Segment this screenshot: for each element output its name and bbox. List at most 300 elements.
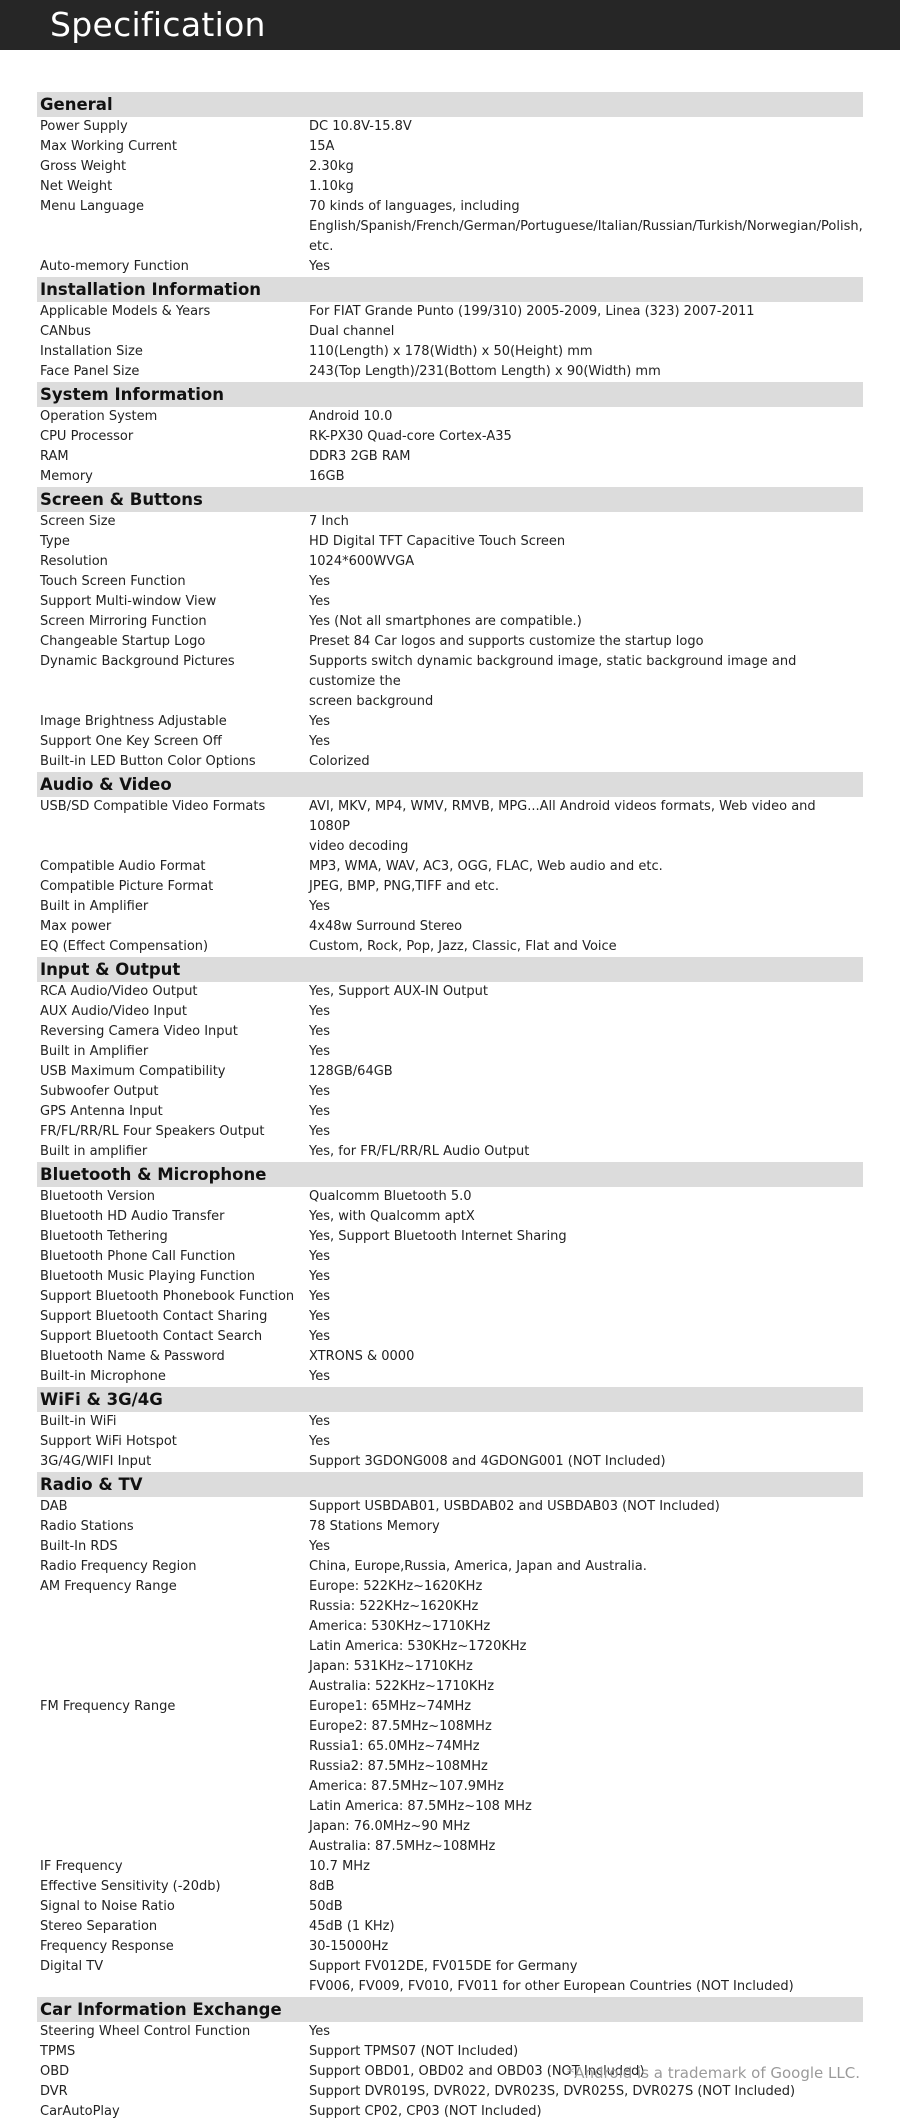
spec-value-line: 30-15000Hz	[309, 1939, 389, 1954]
spec-value-line: America: 530KHz~1710KHz	[309, 1619, 491, 1634]
spec-row	[37, 732, 863, 752]
spec-label: Gross Weight	[40, 159, 127, 174]
spec-value	[309, 1287, 863, 1307]
spec-row	[37, 857, 863, 877]
spec-value	[309, 2022, 863, 2042]
spec-value	[309, 1697, 863, 1857]
spec-value-line: FV006, FV009, FV010, FV011 for other European Countries (NOT Included)	[309, 1979, 794, 1994]
spec-row	[37, 1577, 863, 1697]
spec-value	[309, 572, 863, 592]
spec-label: TPMS	[40, 2044, 76, 2059]
spec-value-line: 128GB/64GB	[309, 1064, 393, 1079]
spec-value-line: Russia1: 65.0MHz~74MHz	[309, 1739, 480, 1754]
spec-value	[309, 137, 863, 157]
spec-value-line: 243(Top Length)/231(Bottom Length) x 90(Width) mm	[309, 364, 661, 379]
spec-section	[37, 382, 863, 487]
spec-row	[37, 1412, 863, 1432]
spec-value-line: 50dB	[309, 1899, 343, 1914]
spec-value-line: China, Europe,Russia, America, Japan and Australia.	[309, 1559, 647, 1574]
spec-label: Signal to Noise Ratio	[40, 1899, 175, 1914]
spec-value	[309, 917, 863, 937]
spec-row	[37, 177, 863, 197]
spec-value	[309, 1347, 863, 1367]
spec-value-line: RK-PX30 Quad-core Cortex-A35	[309, 429, 512, 444]
spec-value	[309, 1002, 863, 1022]
section-title: Bluetooth & Microphone	[37, 1162, 863, 1187]
spec-value-line: Yes, Support AUX-IN Output	[309, 984, 488, 999]
spec-row	[37, 1347, 863, 1367]
spec-label: 3G/4G/WIFI Input	[40, 1454, 152, 1469]
spec-label: Installation Size	[40, 344, 143, 359]
spec-label: FR/FL/RR/RL Four Speakers Output	[40, 1124, 265, 1139]
spec-value-line: Colorized	[309, 754, 370, 769]
spec-row	[37, 752, 863, 772]
spec-value	[309, 937, 863, 957]
spec-value-line: 10.7 MHz	[309, 1859, 370, 1874]
spec-label: RCA Audio/Video Output	[40, 984, 198, 999]
spec-row	[37, 137, 863, 157]
spec-value	[309, 1227, 863, 1247]
spec-value	[309, 1022, 863, 1042]
spec-value-line: Support CP02, CP03 (NOT Included)	[309, 2104, 542, 2119]
spec-label: Support Bluetooth Contact Search	[40, 1329, 263, 1344]
spec-row	[37, 197, 863, 257]
page-title: Specification	[50, 5, 266, 44]
spec-value-line: Yes (Not all smartphones are compatible.)	[309, 614, 582, 629]
spec-value	[309, 302, 863, 322]
spec-row	[37, 467, 863, 487]
spec-value	[309, 632, 863, 652]
spec-row	[37, 652, 863, 712]
section-title: Audio & Video	[37, 772, 863, 797]
spec-value-line: Russia: 522KHz~1620KHz	[309, 1599, 479, 1614]
spec-label: DVR	[40, 2084, 68, 2099]
section-title: WiFi & 3G/4G	[37, 1387, 863, 1412]
spec-row	[37, 1937, 863, 1957]
spec-value-line: DC 10.8V-15.8V	[309, 119, 412, 134]
spec-section	[37, 92, 863, 277]
spec-row	[37, 1022, 863, 1042]
spec-row	[37, 322, 863, 342]
spec-label: Built in Amplifier	[40, 1044, 149, 1059]
spec-value	[309, 1412, 863, 1432]
spec-value-line: Russia2: 87.5MHz~108MHz	[309, 1759, 488, 1774]
spec-value-line: Yes	[309, 1539, 330, 1554]
spec-label: FM Frequency Range	[40, 1699, 176, 1714]
spec-label: Built in amplifier	[40, 1144, 148, 1159]
spec-label: Support Multi-window View	[40, 594, 217, 609]
spec-table	[37, 92, 863, 2122]
spec-row	[37, 937, 863, 957]
spec-row	[37, 1432, 863, 1452]
spec-value-line: Yes	[309, 574, 330, 589]
spec-value	[309, 732, 863, 752]
section-title: General	[37, 92, 863, 117]
spec-row	[37, 572, 863, 592]
spec-label: OBD	[40, 2064, 70, 2079]
spec-value-line: Yes	[309, 899, 330, 914]
spec-row	[37, 797, 863, 857]
spec-label: Image Brightness Adjustable	[40, 714, 227, 729]
spec-value	[309, 1082, 863, 1102]
spec-row	[37, 612, 863, 632]
page-header	[0, 0, 900, 50]
spec-row	[37, 2102, 863, 2122]
spec-value-line: JPEG, BMP, PNG,TIFF and etc.	[309, 879, 500, 894]
spec-value-line: Japan: 531KHz~1710KHz	[309, 1659, 473, 1674]
spec-value	[309, 1452, 863, 1472]
spec-value	[309, 1557, 863, 1577]
spec-label: Stereo Separation	[40, 1919, 158, 1934]
spec-section	[37, 487, 863, 772]
spec-row	[37, 447, 863, 467]
spec-value-line: AVI, MKV, MP4, WMV, RMVB, MPG...All Android videos formats, Web video and 1080P	[309, 799, 816, 834]
spec-row	[37, 592, 863, 612]
spec-value-line: 16GB	[309, 469, 345, 484]
spec-row	[37, 407, 863, 427]
spec-value-line: 2.30kg	[309, 159, 354, 174]
spec-row	[37, 2042, 863, 2062]
spec-row	[37, 1957, 863, 1997]
spec-label: Applicable Models & Years	[40, 304, 211, 319]
spec-value-line: 70 kinds of languages, including	[309, 199, 520, 214]
spec-row	[37, 1207, 863, 1227]
spec-label: Compatible Picture Format	[40, 879, 214, 894]
spec-value	[309, 157, 863, 177]
spec-row	[37, 512, 863, 532]
spec-label: Memory	[40, 469, 93, 484]
spec-section	[37, 277, 863, 382]
spec-row	[37, 1877, 863, 1897]
spec-label: Support One Key Screen Off	[40, 734, 222, 749]
spec-value-line: 110(Length) x 178(Width) x 50(Height) mm	[309, 344, 593, 359]
spec-value-line: Yes	[309, 734, 330, 749]
spec-value	[309, 2042, 863, 2062]
spec-label: Digital TV	[40, 1959, 104, 1974]
spec-value	[309, 1207, 863, 1227]
spec-value-line: Yes	[309, 1124, 330, 1139]
spec-section	[37, 1162, 863, 1387]
spec-value	[309, 552, 863, 572]
spec-value-line: Support USBDAB01, USBDAB02 and USBDAB03 (NOT Included)	[309, 1499, 720, 1514]
spec-value	[309, 1122, 863, 1142]
spec-row	[37, 1062, 863, 1082]
spec-value-line: Qualcomm Bluetooth 5.0	[309, 1189, 472, 1204]
spec-row	[37, 877, 863, 897]
spec-value	[309, 1267, 863, 1287]
spec-value-line: Support 3GDONG008 and 4GDONG001 (NOT Included)	[309, 1454, 666, 1469]
spec-value	[309, 1517, 863, 1537]
spec-label: Max Working Current	[40, 139, 177, 154]
spec-label: Bluetooth Tethering	[40, 1229, 168, 1244]
spec-label: Radio Stations	[40, 1519, 134, 1534]
spec-value-line: Yes	[309, 714, 330, 729]
spec-value-line: Yes, for FR/FL/RR/RL Audio Output	[309, 1144, 530, 1159]
spec-value-line: America: 87.5MHz~107.9MHz	[309, 1779, 504, 1794]
spec-row	[37, 1497, 863, 1517]
spec-label: Bluetooth HD Audio Transfer	[40, 1209, 225, 1224]
spec-row	[37, 712, 863, 732]
spec-value-line: Support OBD01, OBD02 and OBD03 (NOT Included)	[309, 2064, 645, 2079]
spec-value	[309, 857, 863, 877]
spec-value	[309, 467, 863, 487]
spec-label: Screen Size	[40, 514, 116, 529]
spec-row	[37, 1227, 863, 1247]
spec-row	[37, 362, 863, 382]
spec-row	[37, 1187, 863, 1207]
spec-value	[309, 512, 863, 532]
spec-label: DAB	[40, 1499, 68, 1514]
spec-value	[309, 427, 863, 447]
spec-value-line: English/Spanish/French/German/Portuguese/Italian/Russian/Turkish/Norwegian/Polish, etc.	[309, 219, 863, 254]
spec-value	[309, 1307, 863, 1327]
spec-row	[37, 1082, 863, 1102]
spec-value-line: DDR3 2GB RAM	[309, 449, 411, 464]
spec-label: Support WiFi Hotspot	[40, 1434, 177, 1449]
spec-value-line: Yes	[309, 594, 330, 609]
spec-value-line: 1024*600WVGA	[309, 554, 415, 569]
spec-value-line: 7 Inch	[309, 514, 349, 529]
spec-row	[37, 1287, 863, 1307]
spec-value-line: Yes	[309, 1084, 330, 1099]
spec-value-line: 78 Stations Memory	[309, 1519, 440, 1534]
spec-row	[37, 982, 863, 1002]
spec-value-line: Australia: 522KHz~1710KHz	[309, 1679, 495, 1694]
spec-value	[309, 897, 863, 917]
spec-row	[37, 1537, 863, 1557]
spec-label: CANbus	[40, 324, 91, 339]
spec-value	[309, 982, 863, 1002]
spec-section	[37, 1472, 863, 1997]
spec-row	[37, 1697, 863, 1857]
spec-value-line: Support FV012DE, FV015DE for Germany	[309, 1959, 578, 1974]
spec-value-line: Yes	[309, 1329, 330, 1344]
spec-row	[37, 1122, 863, 1142]
spec-label: RAM	[40, 449, 69, 464]
section-title: Radio & TV	[37, 1472, 863, 1497]
spec-value-line: 4x48w Surround Stereo	[309, 919, 463, 934]
spec-value	[309, 1187, 863, 1207]
spec-value-line: Europe2: 87.5MHz~108MHz	[309, 1719, 492, 1734]
spec-value	[309, 2102, 863, 2122]
spec-section	[37, 772, 863, 957]
spec-row	[37, 257, 863, 277]
spec-label: GPS Antenna Input	[40, 1104, 163, 1119]
spec-row	[37, 917, 863, 937]
spec-label: Screen Mirroring Function	[40, 614, 207, 629]
spec-value	[309, 1247, 863, 1267]
spec-label: Resolution	[40, 554, 108, 569]
spec-label: IF Frequency	[40, 1859, 123, 1874]
spec-value-line: Yes	[309, 1434, 330, 1449]
spec-row	[37, 427, 863, 447]
spec-value	[309, 1102, 863, 1122]
spec-value	[309, 652, 863, 712]
spec-row	[37, 1897, 863, 1917]
section-title: Input & Output	[37, 957, 863, 982]
spec-value-line: Yes	[309, 2024, 330, 2039]
spec-row	[37, 897, 863, 917]
spec-row	[37, 1452, 863, 1472]
spec-label: Changeable Startup Logo	[40, 634, 206, 649]
spec-value	[309, 1857, 863, 1877]
spec-value-line: Yes	[309, 1249, 330, 1264]
spec-row	[37, 532, 863, 552]
spec-value	[309, 877, 863, 897]
spec-label: Menu Language	[40, 199, 144, 214]
spec-value-line: Yes	[309, 1104, 330, 1119]
spec-value-line: 8dB	[309, 1879, 335, 1894]
spec-label: Face Panel Size	[40, 364, 140, 379]
spec-row	[37, 552, 863, 572]
spec-row	[37, 1517, 863, 1537]
spec-value	[309, 177, 863, 197]
spec-value	[309, 612, 863, 632]
spec-value	[309, 197, 867, 257]
spec-label: Type	[40, 534, 70, 549]
spec-label: Bluetooth Version	[40, 1189, 156, 1204]
spec-value-line: screen background	[309, 694, 434, 709]
spec-value-line: HD Digital TFT Capacitive Touch Screen	[309, 534, 566, 549]
spec-row	[37, 342, 863, 362]
spec-value-line: Australia: 87.5MHz~108MHz	[309, 1839, 496, 1854]
spec-value	[309, 532, 863, 552]
spec-value	[309, 1367, 863, 1387]
section-title: Installation Information	[37, 277, 863, 302]
spec-label: Bluetooth Name & Password	[40, 1349, 225, 1364]
spec-label: Subwoofer Output	[40, 1084, 159, 1099]
spec-value	[309, 1042, 863, 1062]
spec-value-line: Yes	[309, 1289, 330, 1304]
spec-label: Power Supply	[40, 119, 128, 134]
spec-value	[309, 797, 863, 857]
spec-value	[309, 1957, 863, 1997]
spec-value	[309, 1937, 863, 1957]
spec-value	[309, 407, 863, 427]
spec-row	[37, 117, 863, 137]
spec-value-line: Yes	[309, 1414, 330, 1429]
spec-value-line: Supports switch dynamic background image, static background image and customize the	[309, 654, 797, 689]
spec-value-line: Yes, Support Bluetooth Internet Sharing	[309, 1229, 567, 1244]
spec-value	[309, 362, 863, 382]
spec-value-line: Yes, with Qualcomm aptX	[309, 1209, 475, 1224]
spec-section	[37, 1387, 863, 1472]
spec-row	[37, 1042, 863, 1062]
spec-label: Net Weight	[40, 179, 113, 194]
spec-value	[309, 322, 863, 342]
spec-label: USB Maximum Compatibility	[40, 1064, 226, 1079]
spec-value-line: 45dB (1 KHz)	[309, 1919, 395, 1934]
spec-label: Built-in LED Button Color Options	[40, 754, 256, 769]
spec-row	[37, 1102, 863, 1122]
spec-row	[37, 1307, 863, 1327]
spec-label: Auto-memory Function	[40, 259, 189, 274]
spec-row	[37, 1557, 863, 1577]
section-title: Screen & Buttons	[37, 487, 863, 512]
section-title: System Information	[37, 382, 863, 407]
spec-value	[309, 2082, 863, 2102]
spec-value-line: Yes	[309, 259, 330, 274]
spec-row	[37, 157, 863, 177]
spec-label: Bluetooth Phone Call Function	[40, 1249, 236, 1264]
spec-value-line: Yes	[309, 1369, 330, 1384]
spec-label: Built-In RDS	[40, 1539, 118, 1554]
spec-row	[37, 1917, 863, 1937]
spec-label: Built in Amplifier	[40, 899, 149, 914]
spec-label: CPU Processor	[40, 429, 134, 444]
spec-row	[37, 2022, 863, 2042]
spec-label: AM Frequency Range	[40, 1579, 177, 1594]
spec-label: Steering Wheel Control Function	[40, 2024, 251, 2039]
spec-value-line: For FIAT Grande Punto (199/310) 2005-2009, Linea (323) 2007-2011	[309, 304, 755, 319]
spec-value-line: Yes	[309, 1004, 330, 1019]
spec-value	[309, 752, 863, 772]
spec-value	[309, 1537, 863, 1557]
spec-value-line: Yes	[309, 1269, 330, 1284]
spec-label: Dynamic Background Pictures	[40, 654, 235, 669]
spec-value-line: MP3, WMA, WAV, AC3, OGG, FLAC, Web audio and etc.	[309, 859, 663, 874]
spec-label: Support Bluetooth Contact Sharing	[40, 1309, 268, 1324]
spec-label: USB/SD Compatible Video Formats	[40, 799, 266, 814]
spec-label: Operation System	[40, 409, 158, 424]
spec-value-line: Android 10.0	[309, 409, 393, 424]
spec-row	[37, 302, 863, 322]
spec-value-line: Yes	[309, 1024, 330, 1039]
spec-value-line: Support TPMS07 (NOT Included)	[309, 2044, 519, 2059]
spec-row	[37, 1002, 863, 1022]
spec-row	[37, 1857, 863, 1877]
spec-value	[309, 1062, 863, 1082]
trademark-footnote: *Android is a trademark of Google LLC.	[566, 2064, 860, 2082]
spec-label: AUX Audio/Video Input	[40, 1004, 187, 1019]
spec-label: EQ (Effect Compensation)	[40, 939, 209, 954]
spec-value-line: Yes	[309, 1044, 330, 1059]
spec-label: Radio Frequency Region	[40, 1559, 197, 1574]
spec-section	[37, 957, 863, 1162]
spec-value	[309, 592, 863, 612]
spec-label: Touch Screen Function	[40, 574, 186, 589]
spec-section	[37, 1997, 863, 2122]
spec-value-line: Japan: 76.0MHz~90 MHz	[309, 1819, 470, 1834]
spec-value-line: Europe: 522KHz~1620KHz	[309, 1579, 483, 1594]
spec-label: Effective Sensitivity (-20db)	[40, 1879, 221, 1894]
spec-label: Reversing Camera Video Input	[40, 1024, 238, 1039]
spec-value	[309, 712, 863, 732]
spec-value	[309, 1327, 863, 1347]
spec-label: Support Bluetooth Phonebook Function	[40, 1289, 295, 1304]
spec-value-line: Dual channel	[309, 324, 395, 339]
spec-label: Bluetooth Music Playing Function	[40, 1269, 256, 1284]
spec-value-line: video decoding	[309, 839, 409, 854]
spec-value-line: Europe1: 65MHz~74MHz	[309, 1699, 472, 1714]
spec-label: Max power	[40, 919, 112, 934]
spec-label: Frequency Response	[40, 1939, 174, 1954]
spec-label: Built-in WiFi	[40, 1414, 117, 1429]
spec-label: Compatible Audio Format	[40, 859, 206, 874]
spec-row	[37, 1247, 863, 1267]
spec-value-line: 1.10kg	[309, 179, 354, 194]
spec-value-line: Support DVR019S, DVR022, DVR023S, DVR025S, DVR027S (NOT Included)	[309, 2084, 796, 2099]
spec-value-line: Yes	[309, 1309, 330, 1324]
spec-value-line: Latin America: 87.5MHz~108 MHz	[309, 1799, 532, 1814]
spec-row	[37, 1327, 863, 1347]
spec-value	[309, 1432, 863, 1452]
spec-value-line: Custom, Rock, Pop, Jazz, Classic, Flat and Voice	[309, 939, 617, 954]
spec-value	[309, 447, 863, 467]
spec-value	[309, 117, 863, 137]
spec-row	[37, 1367, 863, 1387]
spec-label: Built-in Microphone	[40, 1369, 166, 1384]
